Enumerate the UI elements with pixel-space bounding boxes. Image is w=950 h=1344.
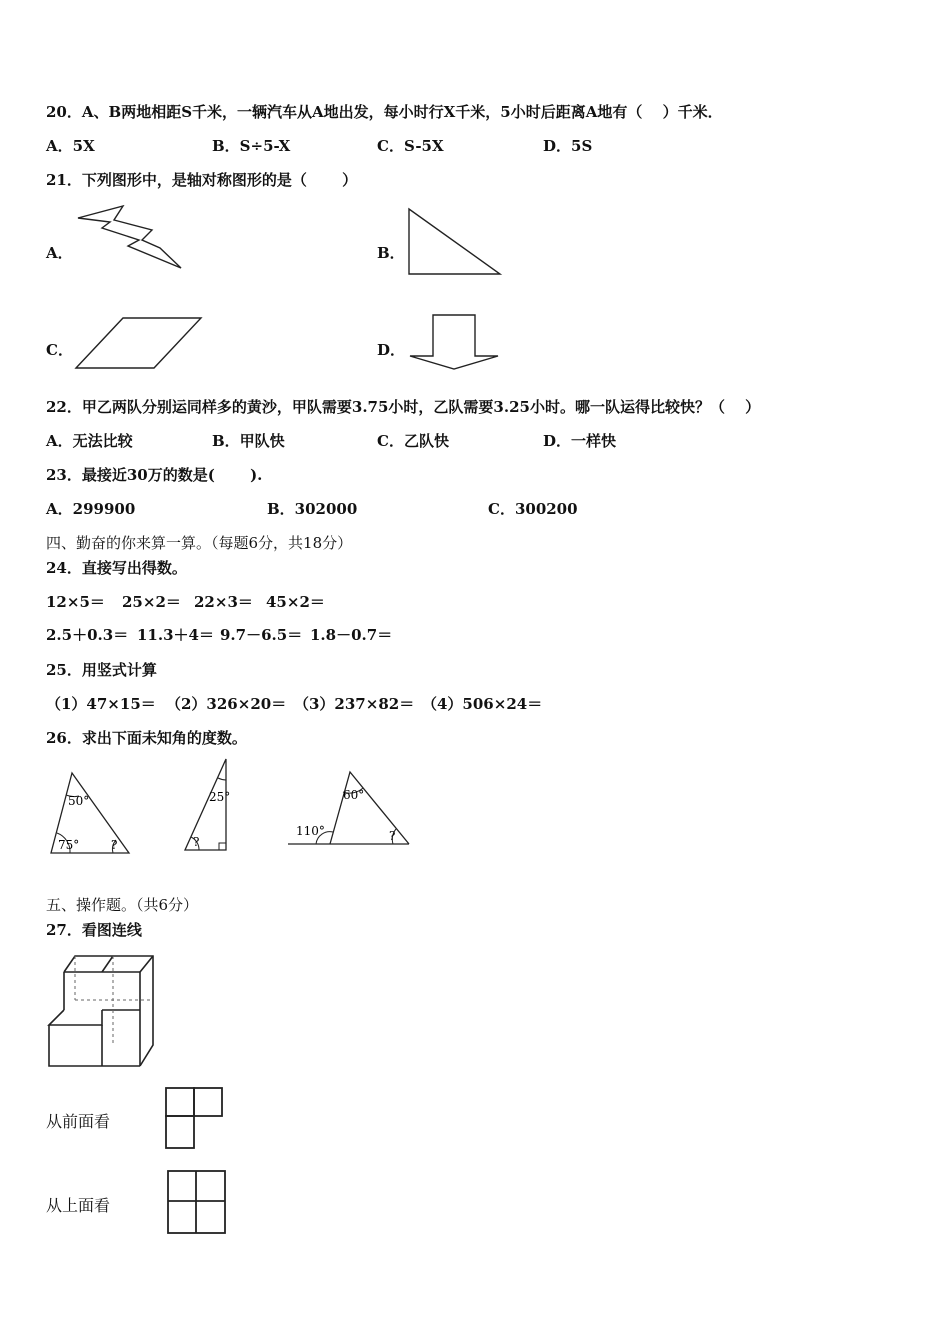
q22-option-b[interactable]: B．甲队快 [212,432,285,450]
q26-text: 26．求出下面未知角的度数。 [46,729,247,747]
section5-heading: 五、操作题。（共6分） [46,896,199,914]
top-view-label[interactable]: 从上面看 [46,1196,111,1215]
top-view-figure [168,1171,225,1233]
section4-heading: 四、勤奋的你来算一算。（每题6分，共18分） [46,534,353,552]
cube-stack-figure [49,956,153,1066]
q20-option-c[interactable]: C．S-5X [377,137,444,155]
q27-text: 27．看图连线 [46,921,142,939]
q24-item: 1.8－0.7＝ [310,626,393,644]
q20-text: 20．A、B两地相距S千米，一辆汽车从A地出发，每小时行X千米，5小时后距离A地有（ ）千米． [46,103,723,121]
q24-item: 2.5＋0.3＝ [46,626,129,644]
q21-label-a[interactable]: A． [46,244,73,262]
q22-text: 22．甲乙两队分别运同样多的黄沙，甲队需要3.75小时，乙队需要3.25小时。哪一队运得比较快？（ ） [46,398,761,416]
q20-option-a[interactable]: A．5X [46,137,95,155]
tri2-top-angle: 25° [209,790,231,804]
q23-text: 23．最接近30万的数是( ). [46,466,263,484]
q21-text: 21．下列图形中，是轴对称图形的是（ ） [46,171,358,189]
q25-item: （2）326×20＝ [166,695,287,713]
q24-item: 9.7－6.5＝ [220,626,303,644]
q20-option-d[interactable]: D．5S [543,137,593,155]
q25-item: （1）47×15＝ [46,695,156,713]
q24-item: 45×2＝ [266,593,325,611]
q21-label-d[interactable]: D． [377,341,406,359]
tri3-top-angle: 60° [343,788,365,802]
q22-option-a[interactable]: A．无法比较 [46,432,133,450]
q24-item: 11.3＋4＝ [137,626,214,644]
q24-item: 22×3＝ [194,593,253,611]
q23-option-a[interactable]: A．299900 [46,500,136,518]
q24-text: 24．直接写出得数。 [46,559,187,577]
front-view-figure [166,1088,222,1148]
front-view-label[interactable]: 从前面看 [46,1112,111,1131]
q21-label-c[interactable]: C． [46,341,73,359]
tri3-unknown-angle: ? [389,829,396,843]
q25-item: （4）506×24＝ [422,695,543,713]
q23-option-b[interactable]: B．302000 [267,500,358,518]
q24-item: 12×5＝ [46,593,105,611]
q22-option-c[interactable]: C．乙队快 [377,432,449,450]
q24-item: 25×2＝ [122,593,181,611]
q25-text: 25．用竖式计算 [46,661,157,679]
q21-label-b[interactable]: B． [377,244,405,262]
tri2-unknown-angle: ? [193,835,200,849]
tri1-unknown-angle: ? [111,838,118,852]
q20-option-b[interactable]: B．S÷5-X [212,137,291,155]
tri1-left-angle: 75° [58,838,80,852]
q23-option-c[interactable]: C．300200 [488,500,578,518]
q22-option-d[interactable]: D．一样快 [543,432,617,450]
tri1-top-angle: 50° [68,794,90,808]
q25-item: （3）237×82＝ [294,695,415,713]
tri3-exterior-angle: 110° [296,824,325,838]
